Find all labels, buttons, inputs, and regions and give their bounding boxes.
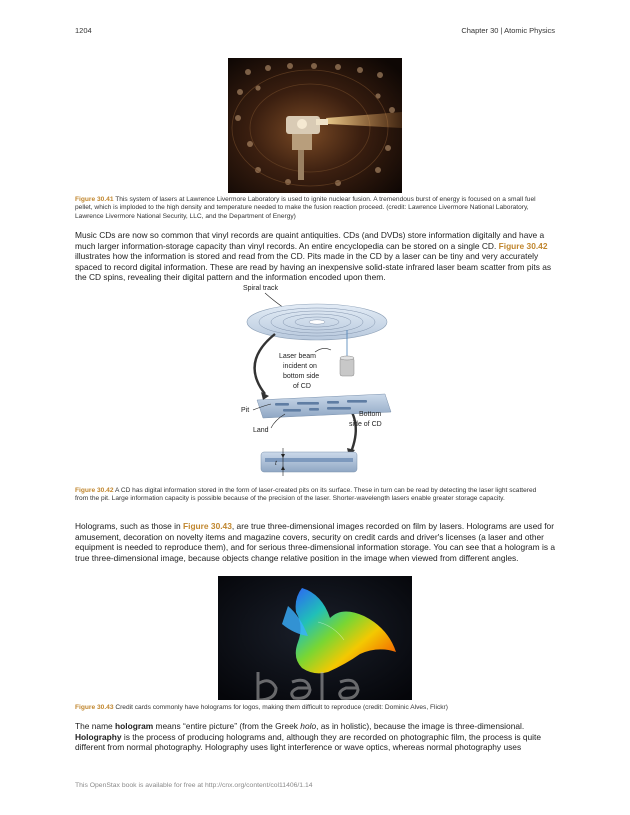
cd-diagram-svg — [235, 282, 400, 482]
hologram-photo — [218, 576, 412, 700]
paragraph-cds — [75, 230, 555, 283]
para3-text-2: means “entire picture” (from the Greek — [153, 721, 301, 731]
page-header — [75, 26, 555, 38]
cd-disc — [247, 304, 387, 340]
term-hologram: hologram — [115, 721, 154, 731]
paragraph-holograms — [75, 521, 555, 563]
label-laser-2: incident on — [283, 363, 317, 370]
paragraph-cds-text-a: Music CDs are now so common that vinyl records are quaint antiquities. CDs (and DVDs) store information digitally and have a much larger information-storage capacity than vinyl records. An entire encyclopedia can be stored on a single CD. — [75, 230, 545, 251]
label-bottom-1: Bottom — [359, 411, 382, 418]
figure-41-label: Figure 30.41 — [75, 196, 114, 203]
figure-42-caption-text: A CD has digital information stored in the form of laser-created pits on its surface. These in turn can be read by detecting the laser light scattered from the pit. Large information capacity is possible because of the precision of the laser. Shorter-wavelength lasers enable greater storage capacity. — [75, 487, 537, 503]
label-laser-3: bottom side — [283, 373, 320, 380]
hologram-dove-image — [218, 576, 412, 700]
para3-text-1: The name — [75, 721, 116, 731]
laser-device — [340, 356, 354, 376]
figure-43-caption — [75, 704, 550, 712]
laser-chamber-image — [228, 58, 402, 193]
label-laser-1: Laser beam — [279, 353, 316, 360]
figure-42-caption — [75, 487, 550, 504]
page-number: 1204 — [75, 26, 92, 35]
paragraph-holograms-text-a: Holograms, such as those in — [75, 521, 183, 531]
para3-text-4: is the process of producing holograms and, although they are recorded on photographic film, the process is quite different from normal photography. Holography uses light interference or wave optics, whereas normal photography uses — [75, 731, 541, 753]
figure-42-link[interactable]: Figure 30.42 — [498, 240, 548, 251]
cd-diagram — [235, 282, 400, 482]
label-thickness: t — [275, 460, 277, 467]
label-laser-4: of CD — [293, 383, 311, 390]
paragraph-cds-text-b: illustrates how the information is stored and read from the CD. Pits made in the CD by a laser can be tiny and very accurately spaced to record digital information. These are read by having an inexpensive solid-state infrared laser beam scatter from pits as the CD spins, revealing their digital pattern and the information encoded upon them. — [75, 251, 552, 283]
term-holo: holo — [300, 721, 317, 731]
laser-fusion-photo — [228, 58, 402, 193]
figure-41-caption-text: This system of lasers at Lawrence Livermore Laboratory is used to ignite nuclear fusion. A tremendous burst of energy is focused on a small fuel pellet, which is imploded to the high density and temperature needed to make the fusion reaction proceed. (credit: Lawrence Livermore National Laboratory, Lawrence Livermore National Security, LLC, and the Department of Energy) — [75, 196, 536, 220]
figure-43-label: Figure 30.43 — [75, 704, 114, 711]
para3-text-3: , as in holistic), because the image is three-dimensional. — [316, 721, 525, 731]
label-spiral-track: Spiral track — [243, 285, 279, 292]
chapter-title: Chapter 30 | Atomic Physics — [461, 26, 555, 35]
paragraph-hologram-definition — [75, 721, 555, 753]
label-pit: Pit — [241, 407, 250, 414]
term-holography: Holography — [75, 731, 122, 742]
figure-41-caption — [75, 196, 550, 221]
paragraph-holograms-text-b: , are true three-dimensional images recorded on film by lasers. Holograms are used for amusement, decoration on novelty items and magazine covers, security on credit cards and driver's licenses (a laser and other equipment is needed to reproduce them), and for serious three-dimensional information storage. You can see that a hologram is a true three-dimensional image, because objects change relative position in the image when viewed from different angles. — [75, 521, 555, 563]
figure-42-label: Figure 30.42 — [75, 487, 114, 494]
zoom-arrow-left — [255, 334, 275, 394]
label-bottom-2: side of CD — [349, 421, 382, 428]
label-land: Land — [253, 427, 269, 434]
figure-43-caption-text: Credit cards commonly have holograms for logos, making them difficult to reproduce (credit: Dominic Alves, Flickr) — [113, 704, 448, 711]
page-footer: This OpenStax book is available for free at http://cnx.org/content/col11406/1.14 — [75, 782, 313, 789]
figure-43-link[interactable]: Figure 30.43 — [183, 521, 232, 531]
